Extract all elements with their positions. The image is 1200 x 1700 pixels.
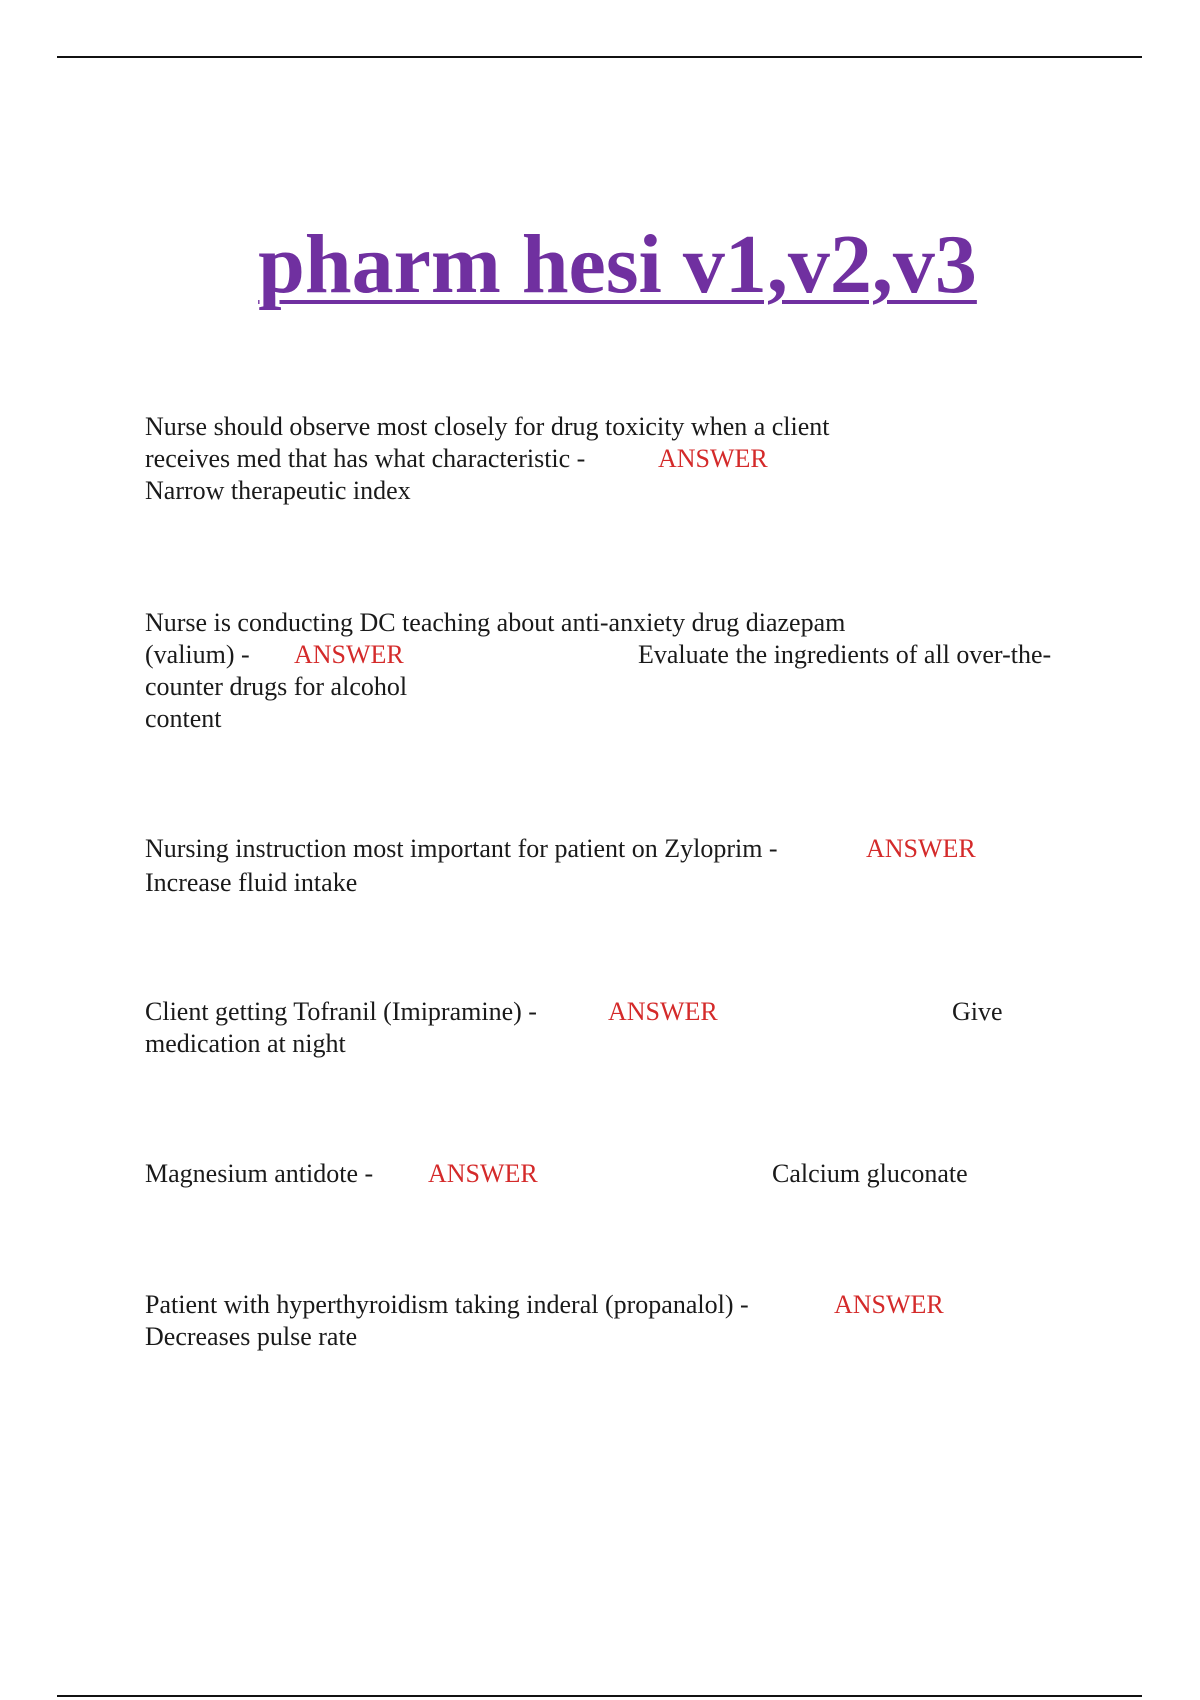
answer-label: ANSWER: [866, 834, 976, 863]
document-title: pharm hesi v1,v2,v3: [258, 218, 977, 311]
answer-text: medication at night: [145, 1029, 346, 1058]
question-line: (valium) -: [145, 640, 250, 669]
answer-text: content: [145, 704, 222, 733]
answer-text: Calcium gluconate: [772, 1159, 968, 1188]
answer-text: Increase fluid intake: [145, 868, 358, 897]
answer-text: Narrow therapeutic index: [145, 476, 411, 505]
answer-text: Evaluate the ingredients of all over-the-: [638, 640, 1052, 669]
top-rule: [57, 56, 1142, 58]
bottom-rule: [57, 1695, 1142, 1697]
question-line: Nurse is conducting DC teaching about anti-anxiety drug diazepam: [145, 608, 846, 637]
answer-label: ANSWER: [294, 640, 404, 669]
answer-label: ANSWER: [834, 1290, 944, 1319]
question-line: Nurse should observe most closely for drug toxicity when a client: [145, 412, 830, 441]
question-line: Client getting Tofranil (Imipramine) -: [145, 997, 537, 1026]
answer-label: ANSWER: [658, 444, 768, 473]
answer-label: ANSWER: [428, 1159, 538, 1188]
answer-text: Give: [952, 997, 1003, 1026]
question-line: receives med that has what characteristic -: [145, 444, 586, 473]
answer-text: counter drugs for alcohol: [145, 672, 408, 701]
answer-text: Decreases pulse rate: [145, 1322, 358, 1351]
question-line: Magnesium antidote -: [145, 1159, 374, 1188]
question-line: Patient with hyperthyroidism taking inderal (propanalol) -: [145, 1290, 749, 1319]
question-line: Nursing instruction most important for patient on Zyloprim -: [145, 834, 778, 863]
answer-label: ANSWER: [608, 997, 718, 1026]
